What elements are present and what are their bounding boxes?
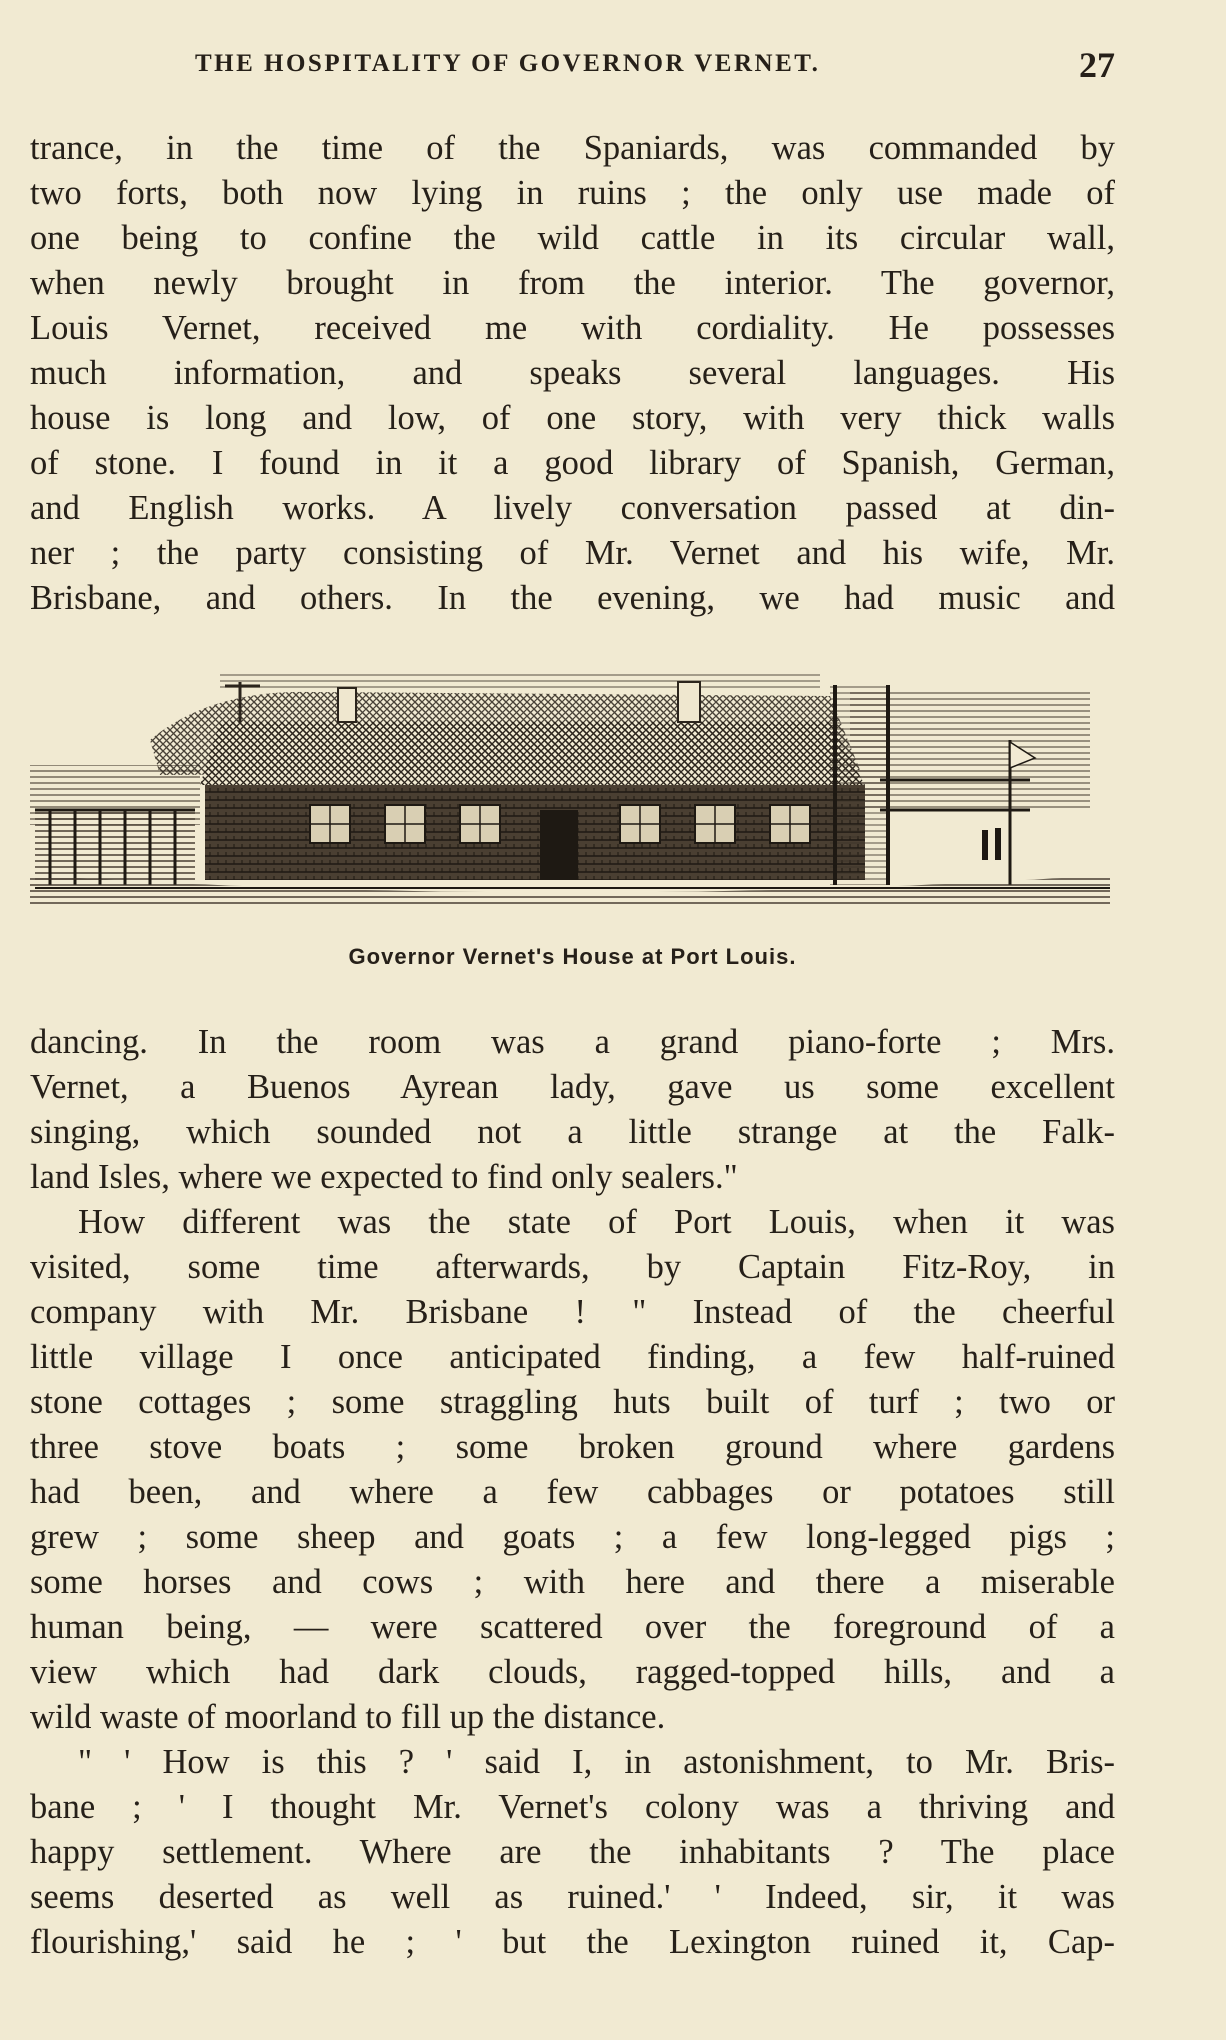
text-line: visited, some time afterwards, by Captain Fitz-Roy, in bbox=[30, 1248, 1115, 1286]
text-line: and English works. A lively conversation passed at din- bbox=[30, 489, 1115, 527]
text-line: company with Mr. Brisbane ! " Instead of the cheerful bbox=[30, 1293, 1115, 1331]
text-line: stone cottages ; some straggling huts built of turf ; two or bbox=[30, 1383, 1115, 1421]
text-line: three stove boats ; some broken ground where gardens bbox=[30, 1428, 1115, 1466]
text-line: much information, and speaks several languages. His bbox=[30, 354, 1115, 392]
engraving-governor-house bbox=[30, 660, 1115, 920]
text-line: grew ; some sheep and goats ; a few long-legged pigs ; bbox=[30, 1518, 1115, 1556]
text-line: Brisbane, and others. In the evening, we had music and bbox=[30, 579, 1115, 617]
page-header bbox=[30, 44, 1115, 84]
text-line: two forts, both now lying in ruins ; the only use made of bbox=[30, 174, 1115, 212]
running-title: THE HOSPITALITY OF GOVERNOR VERNET. bbox=[195, 50, 821, 77]
text-line: one being to confine the wild cattle in its circular wall, bbox=[30, 219, 1115, 257]
text-line: of stone. I found in it a good library of Spanish, German, bbox=[30, 444, 1115, 482]
text-line: bane ; ' I thought Mr. Vernet's colony was a thriving and bbox=[30, 1788, 1115, 1826]
paragraph-bottom bbox=[30, 1020, 1115, 1965]
text-line: Vernet, a Buenos Ayrean lady, gave us some excellent bbox=[30, 1068, 1115, 1106]
text-line: had been, and where a few cabbages or potatoes still bbox=[30, 1473, 1115, 1511]
figure-caption: Governor Vernet's House at Port Louis. bbox=[348, 944, 797, 969]
text-line: human being, — were scattered over the foreground of a bbox=[30, 1608, 1115, 1646]
text-line: wild waste of moorland to fill up the distance. bbox=[30, 1698, 666, 1736]
text-line: trance, in the time of the Spaniards, was commanded by bbox=[30, 129, 1115, 167]
text-line: happy settlement. Where are the inhabitants ? The place bbox=[30, 1833, 1115, 1871]
text-line: some horses and cows ; with here and there a miserable bbox=[30, 1563, 1115, 1601]
text-line: land Isles, where we expected to find only sealers." bbox=[30, 1158, 738, 1196]
text-line: " ' How is this ? ' said I, in astonishment, to Mr. Bris- bbox=[78, 1743, 1115, 1781]
house-engraving-illustration bbox=[30, 660, 1115, 920]
text-line: view which had dark clouds, ragged-topped hills, and a bbox=[30, 1653, 1115, 1691]
text-line: Louis Vernet, received me with cordiality. He possesses bbox=[30, 309, 1115, 347]
text-line: house is long and low, of one story, with very thick walls bbox=[30, 399, 1115, 437]
text-line: when newly brought in from the interior. The governor, bbox=[30, 264, 1115, 302]
text-line: little village I once anticipated finding, a few half-ruined bbox=[30, 1338, 1115, 1376]
text-line: flourishing,' said he ; ' but the Lexington ruined it, Cap- bbox=[30, 1923, 1115, 1961]
paragraph-top bbox=[30, 126, 1115, 621]
text-line: singing, which sounded not a little strange at the Falk- bbox=[30, 1113, 1115, 1151]
text-line: ner ; the party consisting of Mr. Vernet and his wife, Mr. bbox=[30, 534, 1115, 572]
page-number: 27 bbox=[1079, 45, 1115, 85]
text-line: seems deserted as well as ruined.' ' Indeed, sir, it was bbox=[30, 1878, 1115, 1916]
text-line: dancing. In the room was a grand piano-forte ; Mrs. bbox=[30, 1023, 1115, 1061]
text-line: How different was the state of Port Louis, when it was bbox=[78, 1203, 1115, 1241]
